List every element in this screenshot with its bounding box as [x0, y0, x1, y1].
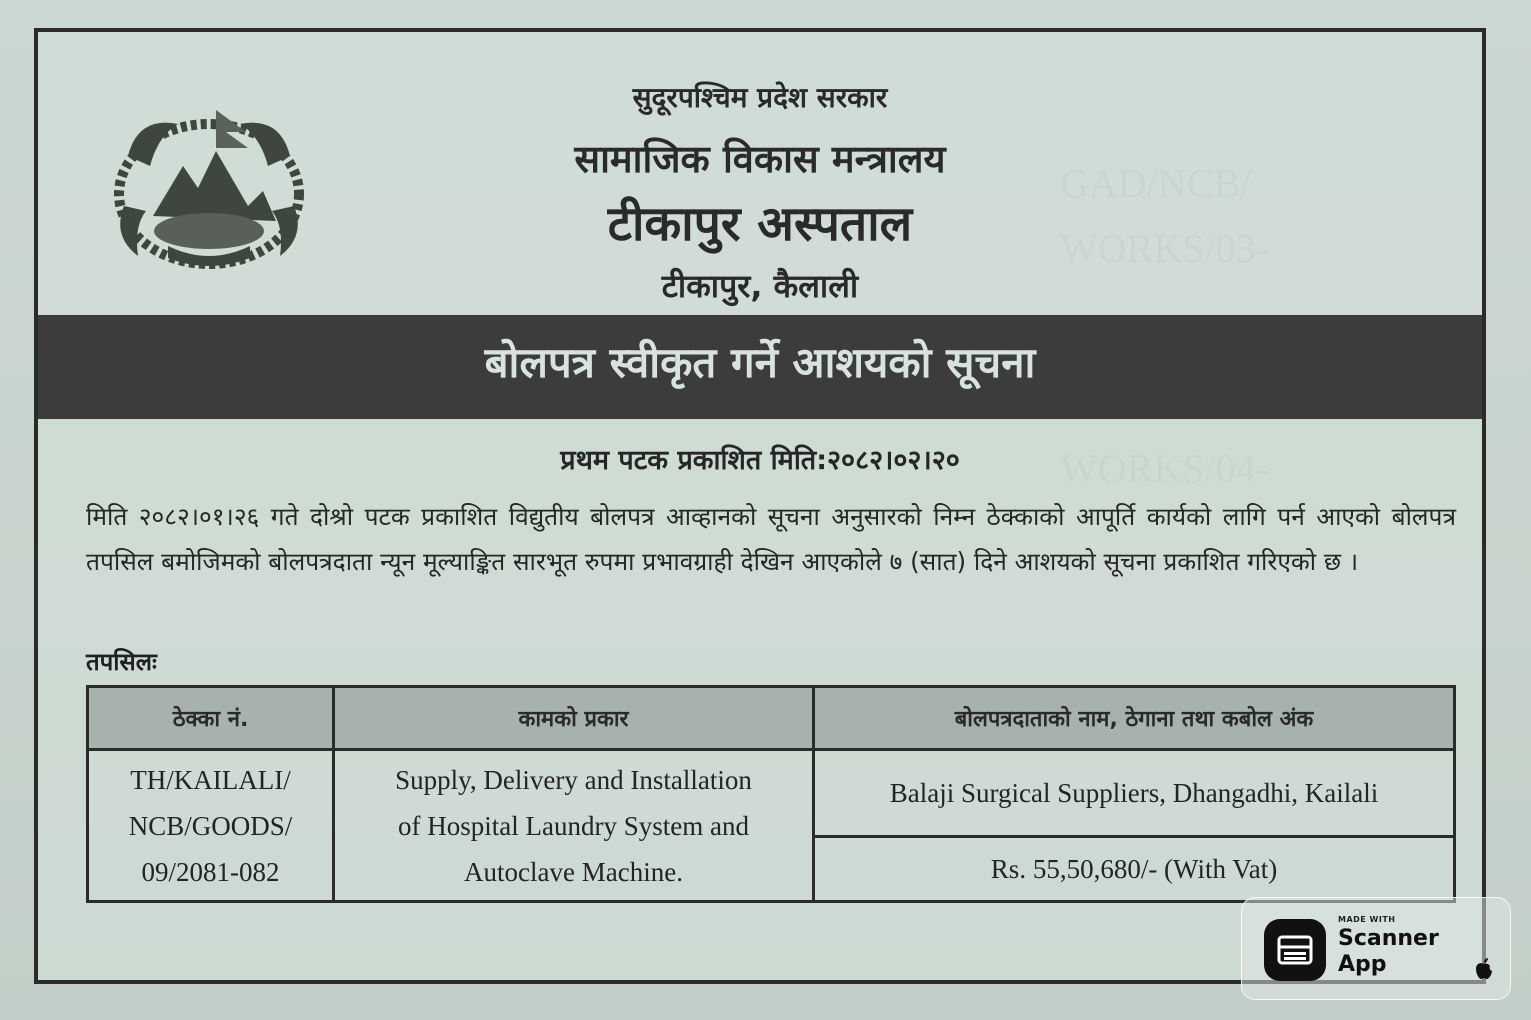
contract-number-cell	[88, 750, 334, 902]
notice-header	[38, 32, 1482, 315]
title-banner	[38, 315, 1482, 419]
contract-number-line: NCB/GOODS/	[128, 810, 293, 841]
work-type-line: Supply, Delivery and Installation	[395, 764, 752, 795]
hospital-location: टीकापुर, कैलाली	[661, 267, 859, 305]
work-type-line: of Hospital Laundry System and	[398, 810, 749, 841]
header-bidder: बोलपत्रदाताको नाम, ठेगाना तथा कबोल अंक	[814, 687, 1455, 750]
work-type-line: Autoclave Machine.	[464, 856, 683, 887]
bid-amount-cell: Rs. 55,50,680/- (With Vat)	[814, 837, 1455, 902]
ministry-name: सामाजिक विकास मन्त्रालय	[574, 137, 946, 181]
header-work-type: कामको प्रकार	[334, 687, 814, 750]
header-contract-no: ठेक्का नं.	[88, 687, 334, 750]
hospital-name: टीकापुर अस्पताल	[607, 196, 913, 252]
details-label: तपसिलः	[86, 648, 157, 676]
table-header-row	[88, 687, 1455, 750]
made-with-label: MADE WITH	[1338, 915, 1396, 924]
app-name: Scanner App	[1338, 926, 1439, 977]
table-row	[88, 750, 1455, 837]
scanner-glyph-icon	[1264, 919, 1326, 981]
notice-title: बोलपत्र स्वीकृत गर्ने आशयको सूचना	[484, 338, 1036, 387]
scanner-app-icon	[1264, 919, 1326, 981]
first-published-date: प्रथम पटक प्रकाशित मिति:२०८२।०२।२०	[560, 445, 960, 476]
apple-logo-icon	[1473, 957, 1495, 981]
notice-paragraph: मिति २०८२।०१।२६ गते दोश्रो पटक प्रकाशित विद्युतीय बोलपत्र आव्हानको सूचना अनुसारको निम्न ठेक्काको आपूर्ति कार्यको लागि पर्न आएको बोलपत्र तपसिल बमोजिमको बोलपत्रदाता न्यून मूल्याङ्कित सारभूत रुपमा प्रभावग्राही देखिन आएकोले ७ (सात) दिने आशयको सूचना प्रकाशित गरिएको छ ।	[86, 502, 1456, 576]
scanner-app-watermark	[1241, 897, 1511, 1000]
bidder-name-cell: Balaji Surgical Suppliers, Dhangadhi, Kailali	[814, 750, 1455, 837]
province-government: सुदूरपश्चिम प्रदेश सरकार	[632, 81, 888, 114]
award-table	[86, 685, 1456, 903]
contract-number-line: TH/KAILALI/	[130, 764, 291, 795]
contract-number-line: 09/2081-082	[141, 856, 280, 887]
work-type-cell	[334, 750, 814, 902]
tender-notice	[34, 28, 1486, 984]
